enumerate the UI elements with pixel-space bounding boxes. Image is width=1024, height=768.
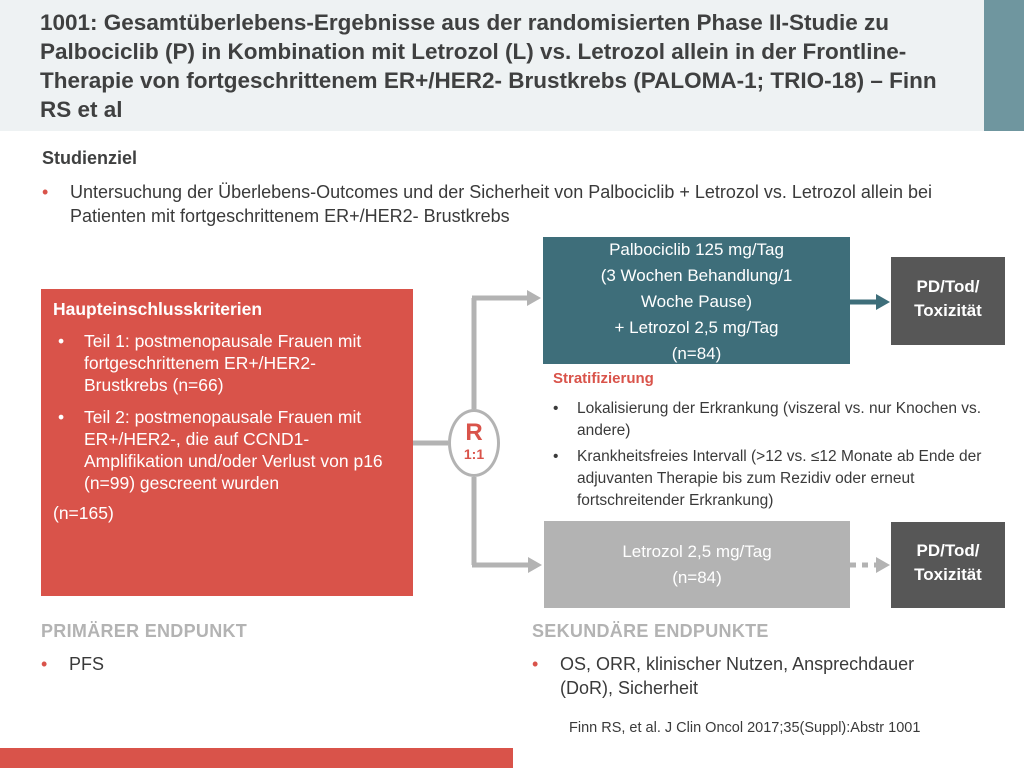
inclusion-criterion: • Teil 2: postmenopausale Frauen mit ER+/HER2-, die auf CCND1-Amplifikation und/oder Verlust von p16 (n=99) gescreent wurden	[53, 406, 401, 494]
arrow-top-outcome	[876, 294, 890, 310]
primary-endpoint-item: • PFS	[41, 652, 441, 676]
footer-accent-bar	[0, 748, 513, 768]
study-aim-heading: Studienziel	[42, 148, 138, 168]
arm-line: Palbociclib 125 mg/Tag	[609, 240, 784, 259]
citation: Finn RS, et al. J Clin Oncol 2017;35(Suppl):Abstr 1001	[569, 720, 921, 736]
arm-line: Woche Pause)	[640, 292, 753, 311]
outcome-line: Toxizität	[914, 565, 982, 584]
randomization-letter: R	[465, 419, 483, 446]
arm-line: (n=84)	[671, 344, 722, 363]
primary-endpoint-list	[41, 652, 441, 676]
secondary-endpoints-heading: SEKUNDÄRE ENDPUNKTE	[532, 621, 769, 641]
arm-line: + Letrozol 2,5 mg/Tag	[614, 318, 779, 337]
stratification-list	[553, 398, 1018, 516]
arm-line: (3 Wochen Behandlung/1	[600, 266, 793, 285]
primary-endpoint-heading: PRIMÄRER ENDPUNKT	[41, 621, 248, 641]
study-aim-item: • Untersuchung der Überlebens-Outcomes und der Sicherheit von Palbociclib + Letrozol vs. Letrozol allein bei Patienten mit fortgeschrittenem ER+/HER2- Brustkrebs	[42, 180, 992, 228]
randomization-node	[448, 409, 500, 477]
outcome-box-top	[891, 257, 1005, 345]
treatment-arm-letrozol	[544, 521, 850, 608]
arrow-to-top-arm	[527, 290, 541, 306]
stratification-item: • Lokalisierung der Erkrankung (viszeral vs. nur Knochen vs. andere)	[553, 398, 1018, 442]
outcome-line: PD/Tod/	[916, 277, 980, 296]
treatment-arm-palbociclib	[543, 237, 850, 364]
arrow-to-bottom-arm	[528, 557, 542, 573]
outcome-line: Toxizität	[914, 301, 982, 320]
inclusion-criteria-heading: Haupteinschlusskriterien	[53, 299, 263, 319]
outcome-box-bottom	[891, 522, 1005, 608]
inclusion-criteria-list	[53, 330, 401, 494]
outcome-line: PD/Tod/	[916, 541, 980, 560]
page-title: 1001: Gesamtüberlebens-Ergebnisse aus der randomisierten Phase II-Studie zu Palbociclib (P) in Kombination mit Letrozol (L) vs. Letrozol allein in der Frontline-Therapie von fortgeschrittenem ER+/HER2- Brustkrebs (PALOMA-1; TRIO-18) – Finn RS et al	[40, 10, 937, 122]
randomization-ratio: 1:1	[463, 446, 485, 462]
inclusion-criterion: • Teil 1: postmenopausale Frauen mit fortgeschrittenem ER+/HER2- Brustkrebs (n=66)	[53, 330, 401, 396]
arm-line: (n=84)	[672, 568, 722, 587]
arm-line: Letrozol 2,5 mg/Tag	[622, 542, 772, 561]
secondary-endpoint-item: • OS, ORR, klinischer Nutzen, Ansprechdauer (DoR), Sicherheit	[532, 652, 962, 700]
inclusion-criteria-box	[41, 289, 413, 596]
stratification-heading: Stratifizierung	[553, 370, 654, 387]
inclusion-total: (n=165)	[53, 503, 114, 523]
secondary-endpoints-list	[532, 652, 962, 700]
arrow-bottom-outcome	[876, 557, 890, 573]
stratification-item: • Krankheitsfreies Intervall (>12 vs. ≤12 Monate ab Ende der adjuvanten Therapie bis zum Rezidiv oder erneut fortschreitender Erkrankung)	[553, 446, 1018, 512]
